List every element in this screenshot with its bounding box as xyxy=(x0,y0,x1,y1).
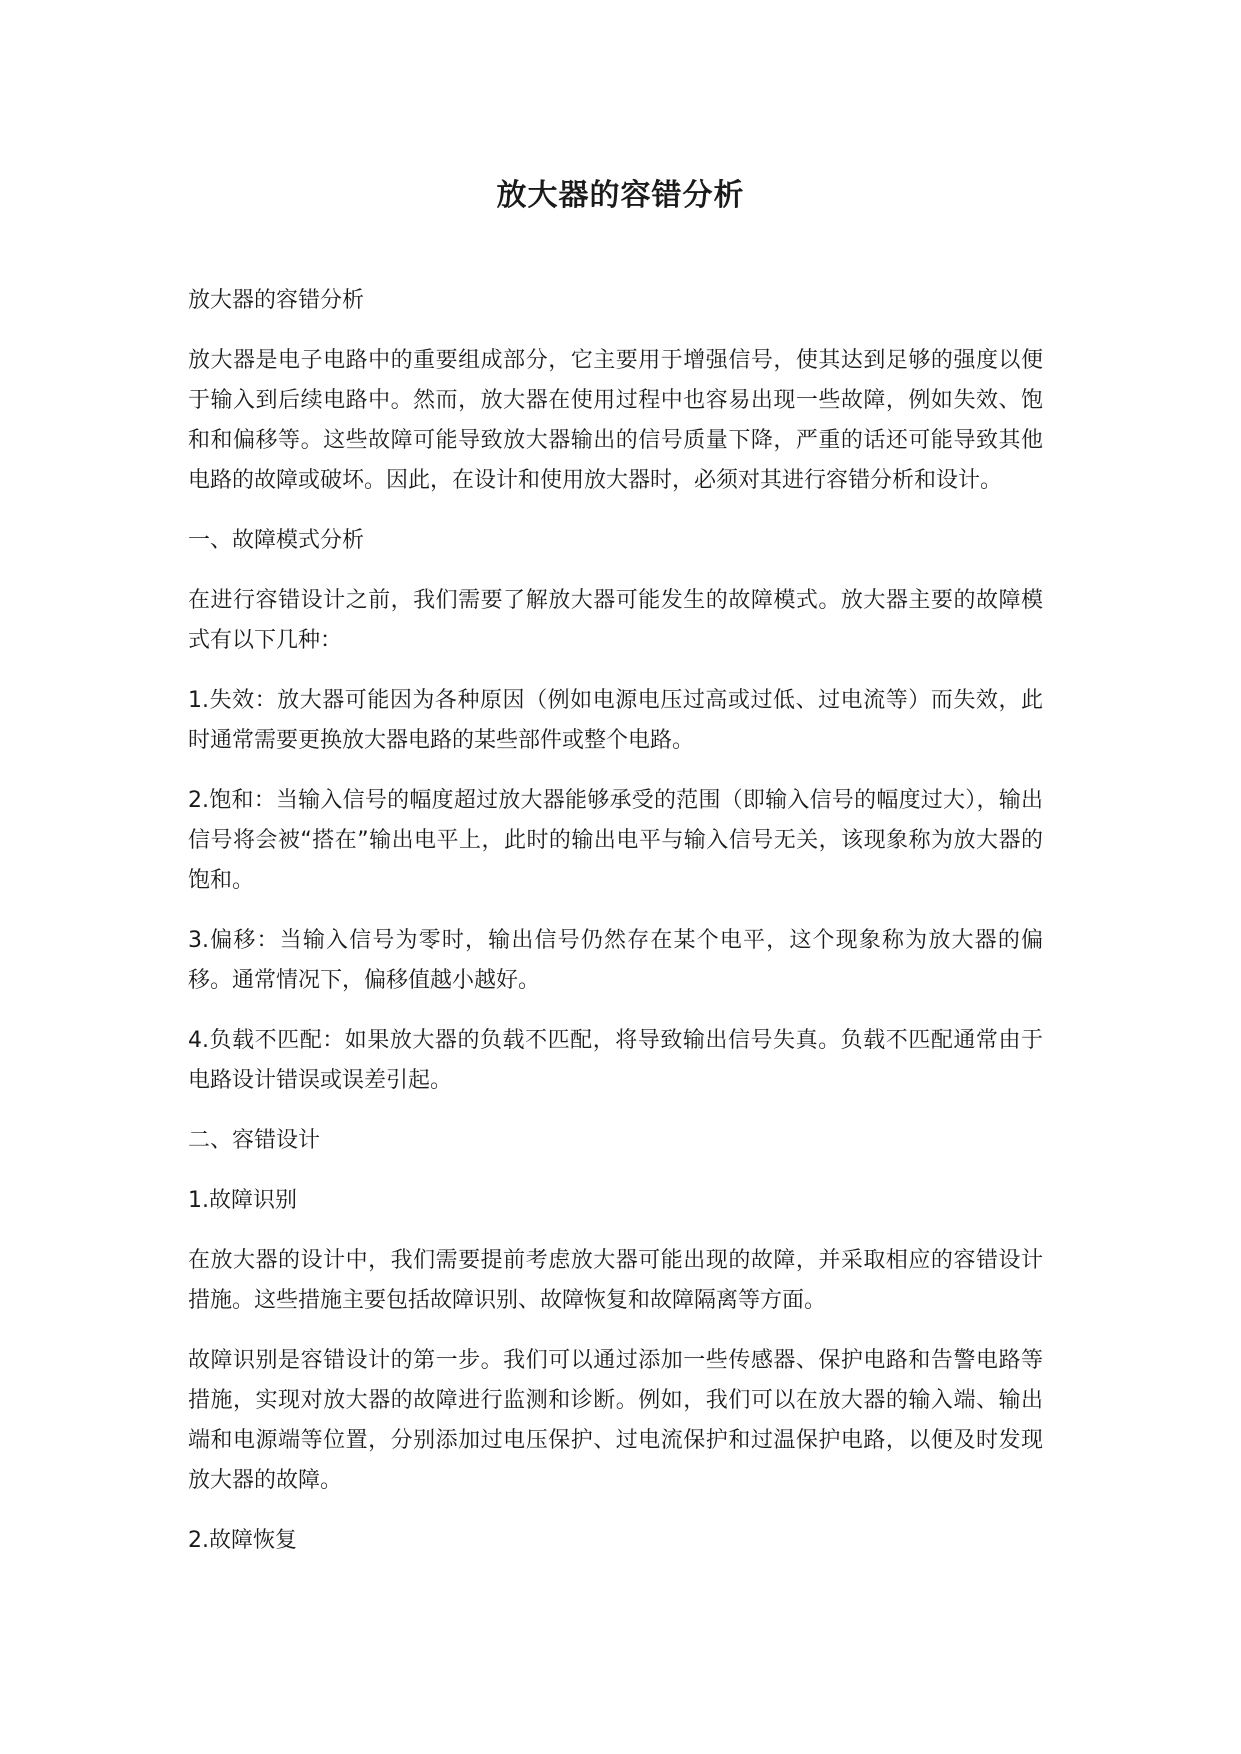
subheading-fault-recovery: 2.故障恢复 xyxy=(188,1528,297,1553)
list-item-load-mismatch: 4.负载不匹配：如果放大器的负载不匹配，将导致输出信号失真。负载不匹配通常由于电路设计错误或误差引起。 xyxy=(188,1028,1043,1093)
paragraph-intro: 放大器是电子电路中的重要组成部分，它主要用于增强信号，使其达到足够的强度以便于输入到后续电路中。然而，放大器在使用过程中也容易出现一些故障，例如失效、饱和和偏移等。这些故障可能导致放大器输出的信号质量下降，严重的话还可能导致其他电路的故障或破坏。因此，在设计和使用放大器时，必须对其进行容错分析和设计。 xyxy=(188,348,1043,493)
paragraph-failure-modes-intro: 在进行容错设计之前，我们需要了解放大器可能发生的故障模式。放大器主要的故障模式有以下几种： xyxy=(188,588,1043,653)
paragraph-subtitle: 放大器的容错分析 xyxy=(188,288,365,313)
list-item-saturation: 2.饱和：当输入信号的幅度超过放大器能够承受的范围（即输入信号的幅度过大），输出信号将会被“搭在”输出电平上，此时的输出电平与输入信号无关，该现象称为放大器的饱和。 xyxy=(188,788,1043,893)
document-body xyxy=(188,281,1043,1581)
document-title: 放大器的容错分析 xyxy=(496,178,745,213)
section-heading-fault-tolerant-design: 二、容错设计 xyxy=(188,1128,321,1153)
subheading-fault-identification: 1.故障识别 xyxy=(188,1188,297,1213)
section-heading-failure-modes: 一、故障模式分析 xyxy=(188,528,365,553)
paragraph-fault-identification: 故障识别是容错设计的第一步。我们可以通过添加一些传感器、保护电路和告警电路等措施，实现对放大器的故障进行监测和诊断。例如，我们可以在放大器的输入端、输出端和电源端等位置，分别添加过电压保护、过电流保护和过温保护电路，以便及时发现放大器的故障。 xyxy=(188,1348,1043,1493)
paragraph-design-measures: 在放大器的设计中，我们需要提前考虑放大器可能出现的故障，并采取相应的容错设计措施。这些措施主要包括故障识别、故障恢复和故障隔离等方面。 xyxy=(188,1248,1043,1313)
list-item-failure: 1.失效：放大器可能因为各种原因（例如电源电压过高或过低、过电流等）而失效，此时通常需要更换放大器电路的某些部件或整个电路。 xyxy=(188,688,1043,753)
list-item-offset: 3.偏移：当输入信号为零时，输出信号仍然存在某个电平，这个现象称为放大器的偏移。通常情况下，偏移值越小越好。 xyxy=(188,928,1043,993)
